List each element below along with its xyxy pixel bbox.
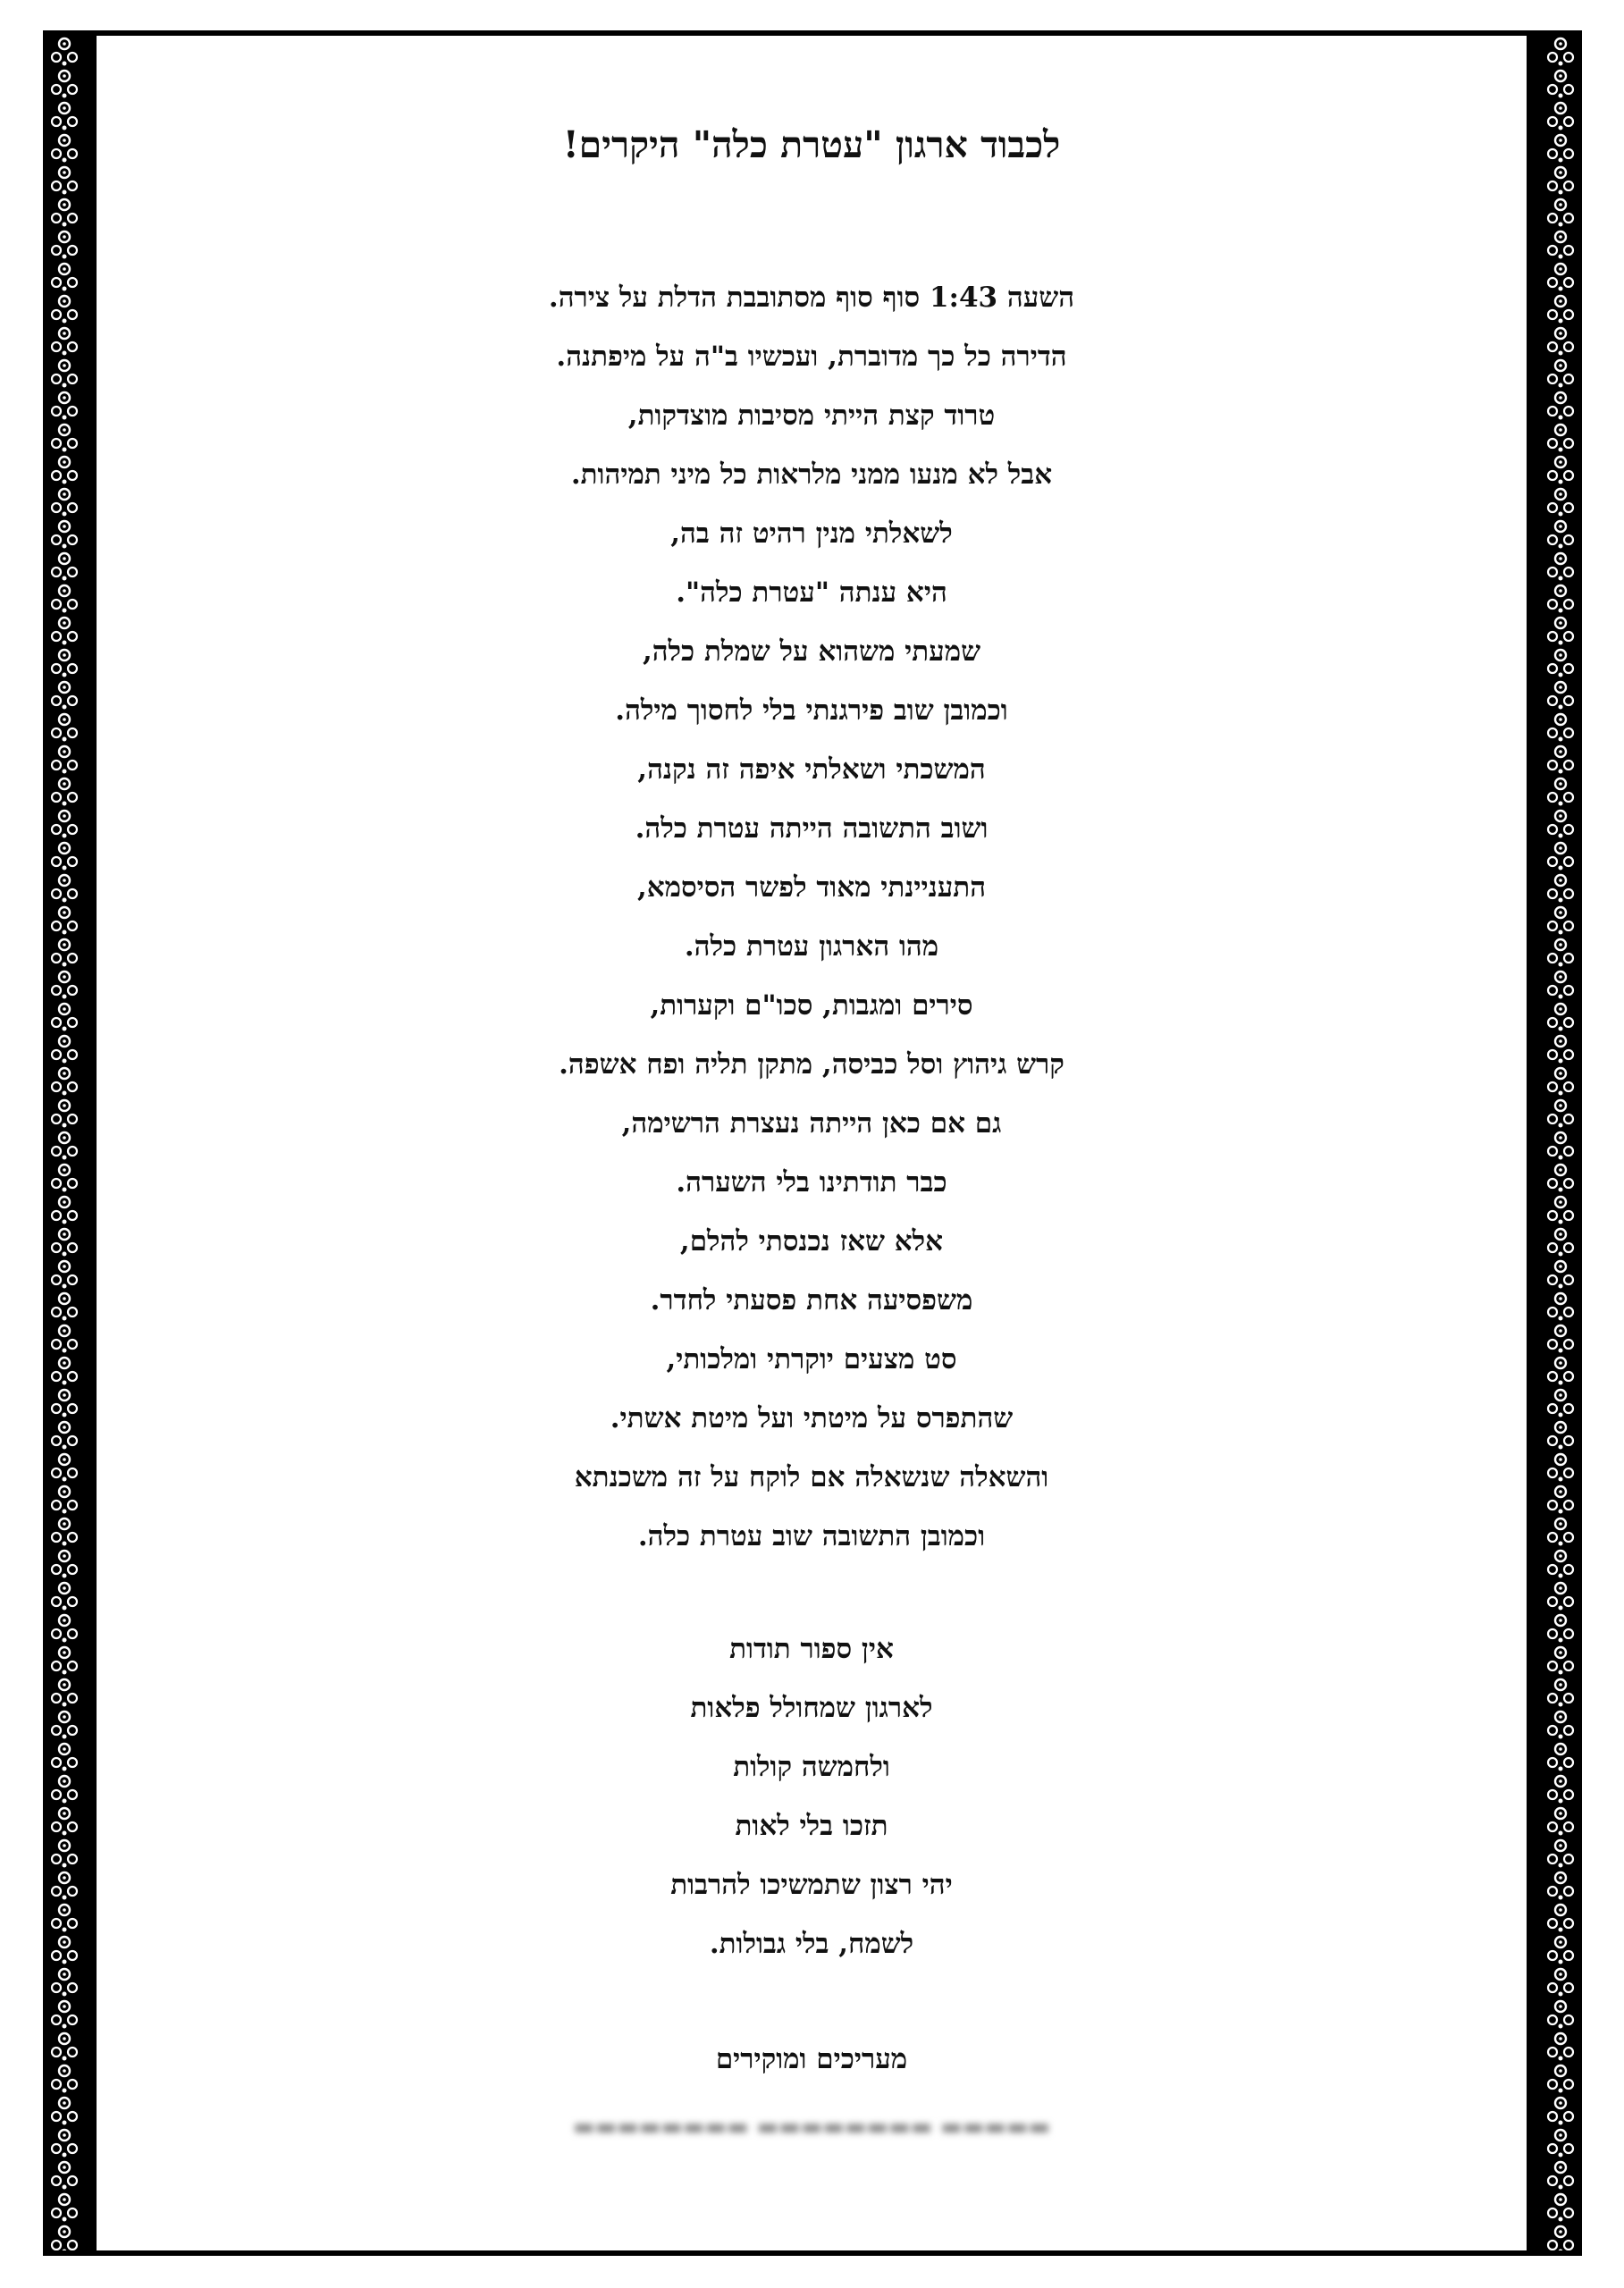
blurred-signature: ▬▬▬▬▬ ▬▬▬▬▬▬▬▬ ▬▬▬▬▬▬▬▬ <box>573 2114 1050 2141</box>
poem-line: טרוד קצת הייתי מסיבות מוצדקות, <box>627 400 996 432</box>
poem-line: הדירה כל כך מדוברת, ועכשיו ב"ה על מיפתנה. <box>556 341 1067 373</box>
poem-line: שהתפרס על מיטתי ועל מיטת אשתי. <box>610 1402 1014 1434</box>
poem-line: משפסיעה אחת פסעתי לחדר. <box>650 1284 973 1316</box>
poem-line: אבל לא מנעו ממני מלראות כל מיני תמיהות. <box>570 458 1053 491</box>
right-ornament-icon <box>1544 36 1577 2250</box>
poem-line: המשכתי ושאלתי איפה זה נקנה, <box>637 753 986 786</box>
poem-line: גם אם כאן הייתה נעצרת הרשימה, <box>621 1107 1002 1140</box>
poem-stanza-2 <box>97 1619 1527 1973</box>
letter-page <box>91 36 1532 2250</box>
poem-line: היא ענתה "עטרת כלה". <box>676 576 947 609</box>
poem-line: לשאלתי מנין רהיט זה בה, <box>670 517 953 550</box>
poem-line: לשמח, בלי גבולות. <box>709 1928 914 1960</box>
poem-stanza-1 <box>97 268 1527 1566</box>
poem-line: התעניינתי מאוד לפשר הסיסמא, <box>636 871 987 904</box>
poem-line: שמעתי משהוא על שמלת כלה, <box>642 635 981 668</box>
poem-line: ולחמשה קולות <box>733 1751 890 1783</box>
poem-line: סט מצעים יוקרתי ומלכותי, <box>666 1343 957 1375</box>
closing-block <box>97 2030 1527 2089</box>
poem-line: תזכו בלי לאות <box>735 1810 888 1842</box>
poem-line: וכמובן שוב פירגנתי בלי לחסוך מילה. <box>615 694 1008 727</box>
poem-line: סירים ומגבות, סכו"ם וקערות, <box>650 989 973 1022</box>
poem-line: קרש גיהוץ וסל כביסה, מתקן תליה ופח אשפה. <box>559 1048 1064 1081</box>
poem-line: וכמובן התשובה שוב עטרת כלה. <box>637 1520 986 1552</box>
poem-line: לארגון שמחולל פלאות <box>690 1692 933 1724</box>
poem-line: מהו הארגון עטרת כלה. <box>684 930 939 963</box>
poem-line: אין ספור תודות <box>729 1633 894 1665</box>
poem-line: אלא שאז נכנסתי להלם, <box>679 1225 944 1258</box>
letter-title: לכבוד ארגון "עטרת כלה" היקרים! <box>562 123 1061 166</box>
poem-line: השעה 1:43 סוף סוף מסתובבת הדלת על צירה. <box>548 282 1075 314</box>
poem-line: יהי רצון שתמשיכו להרבות <box>670 1869 953 1901</box>
closing-line: מעריכים ומוקירים <box>715 2043 908 2075</box>
left-ornament-icon <box>48 36 80 2250</box>
poem-line: ושוב התשובה הייתה עטרת כלה. <box>635 812 989 845</box>
poem-line: והשאלה שנשאלה אם לוקח על זה משכנתא <box>574 1461 1049 1493</box>
poem-line: כבר תודתינו בלי השערה. <box>676 1166 947 1199</box>
